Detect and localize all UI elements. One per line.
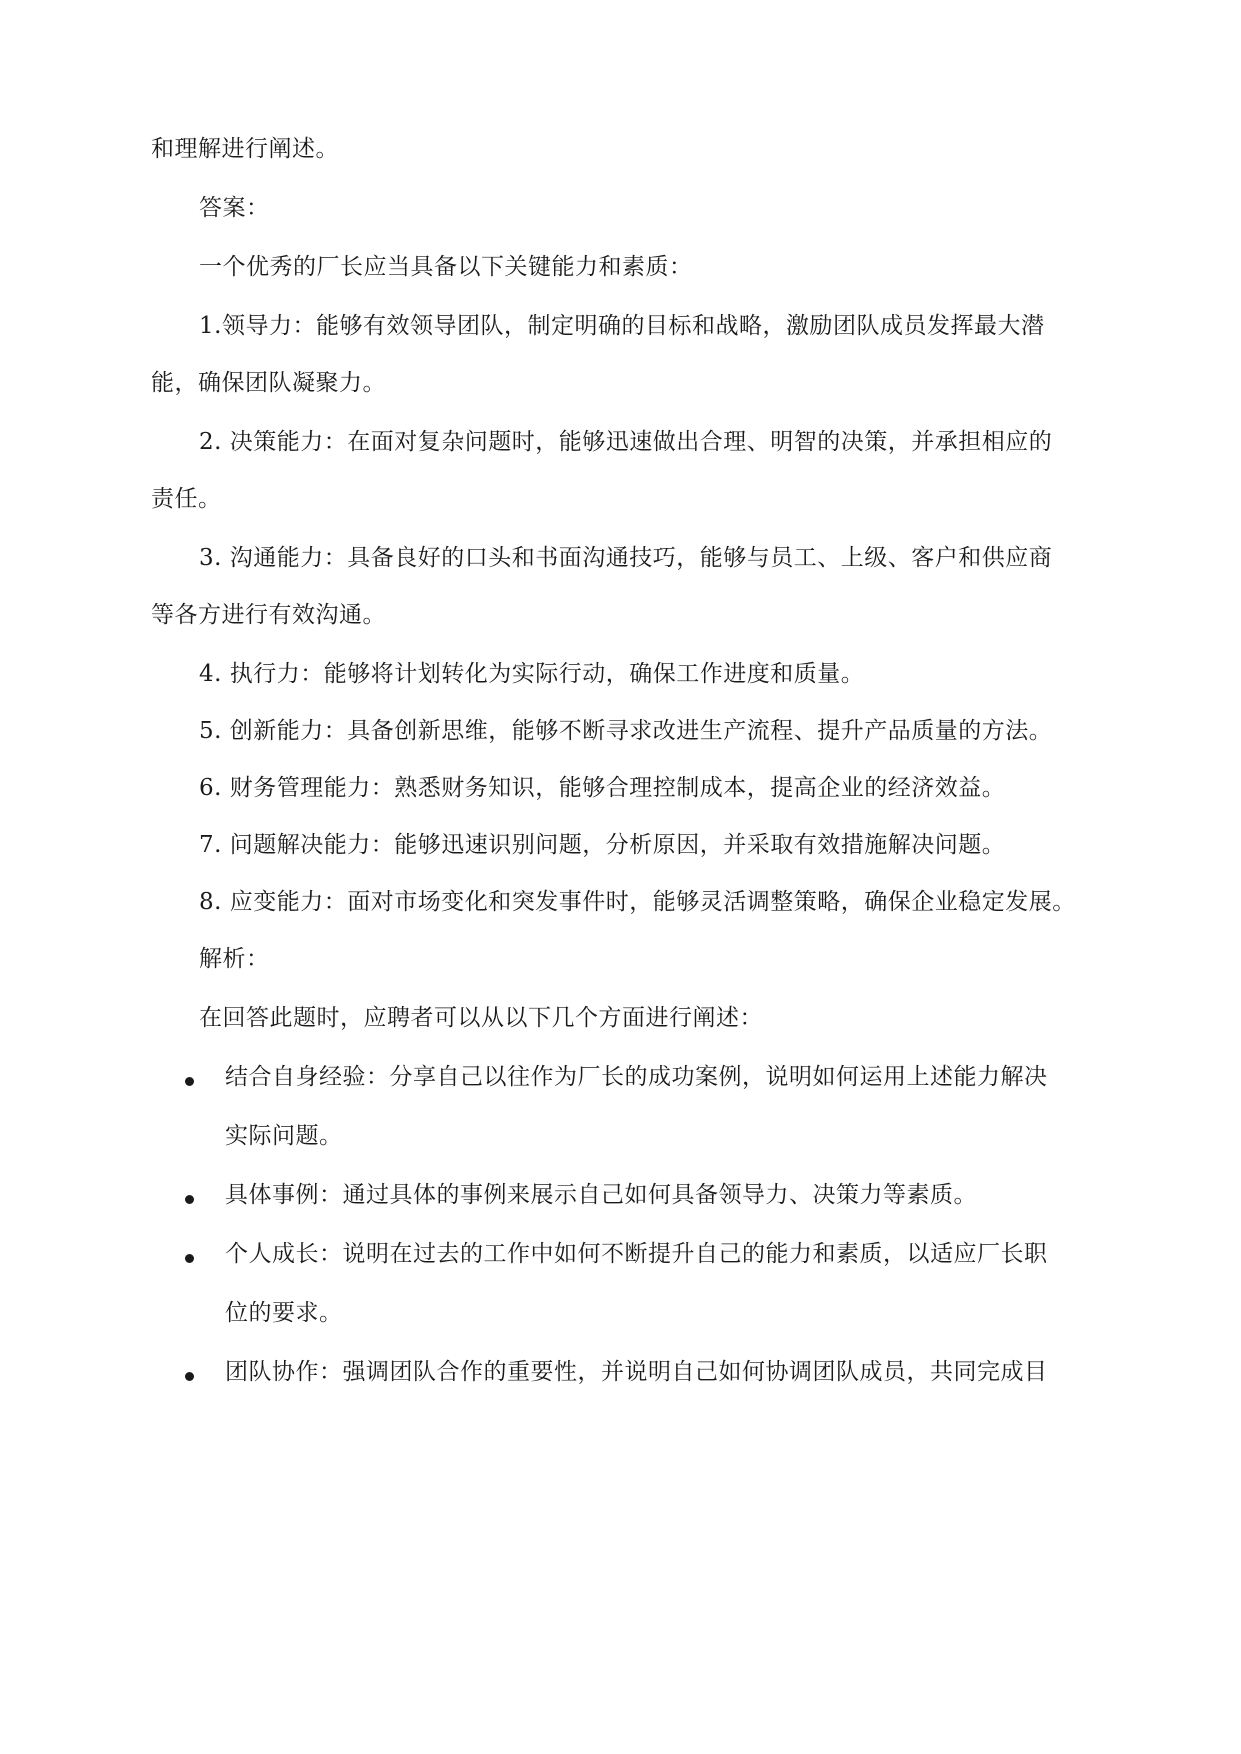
item-7-line-1: 7. 问题解决能力：能够迅速识别问题，分析原因，并采取有效措施解决问题。 [199, 832, 1006, 858]
item-2-line-1: 2. 决策能力：在面对复杂问题时，能够迅速做出合理、明智的决策，并承担相应的 [199, 429, 1053, 455]
bullet-3-line-2: 位的要求。 [225, 1300, 343, 1326]
analysis-intro-text: 在回答此题时，应聘者可以从以下几个方面进行阐述： [199, 1005, 763, 1031]
item-3-line-1: 3. 沟通能力：具备良好的口头和书面沟通技巧，能够与员工、上级、客户和供应商 [199, 545, 1053, 571]
bullet-dot-icon [185, 1254, 194, 1263]
bullet-dot-icon [185, 1372, 194, 1381]
item-3-line-2: 等各方进行有效沟通。 [151, 602, 386, 628]
item-1-line-2: 能，确保团队凝聚力。 [151, 370, 386, 396]
bullet-dot-icon [185, 1077, 194, 1086]
intro-tail-text: 和理解进行阐述。 [151, 136, 339, 162]
bullet-2-line-1: 具体事例：通过具体的事例来展示自己如何具备领导力、决策力等素质。 [225, 1182, 977, 1208]
analysis-label: 解析： [199, 946, 270, 972]
bullet-1-line-2: 实际问题。 [225, 1123, 343, 1149]
item-2-line-2: 责任。 [151, 486, 222, 512]
item-8-line-1: 8. 应变能力：面对市场变化和突发事件时，能够灵活调整策略，确保企业稳定发展。 [199, 889, 1076, 915]
bullet-dot-icon [185, 1195, 194, 1204]
item-1-line-1: 1.领导力：能够有效领导团队，制定明确的目标和战略，激励团队成员发挥最大潜 [199, 313, 1045, 339]
answer-intro-text: 一个优秀的厂长应当具备以下关键能力和素质： [199, 254, 693, 280]
bullet-4-line-1: 团队协作：强调团队合作的重要性，并说明自己如何协调团队成员，共同完成目 [225, 1359, 1048, 1385]
item-5-line-1: 5. 创新能力：具备创新思维，能够不断寻求改进生产流程、提升产品质量的方法。 [199, 718, 1053, 744]
answer-label: 答案： [199, 195, 270, 221]
item-4-line-1: 4. 执行力：能够将计划转化为实际行动，确保工作进度和质量。 [199, 661, 865, 687]
item-6-line-1: 6. 财务管理能力：熟悉财务知识，能够合理控制成本，提高企业的经济效益。 [199, 775, 1006, 801]
bullet-1-line-1: 结合自身经验：分享自己以往作为厂长的成功案例，说明如何运用上述能力解决 [225, 1064, 1048, 1090]
bullet-3-line-1: 个人成长：说明在过去的工作中如何不断提升自己的能力和素质，以适应厂长职 [225, 1241, 1048, 1267]
